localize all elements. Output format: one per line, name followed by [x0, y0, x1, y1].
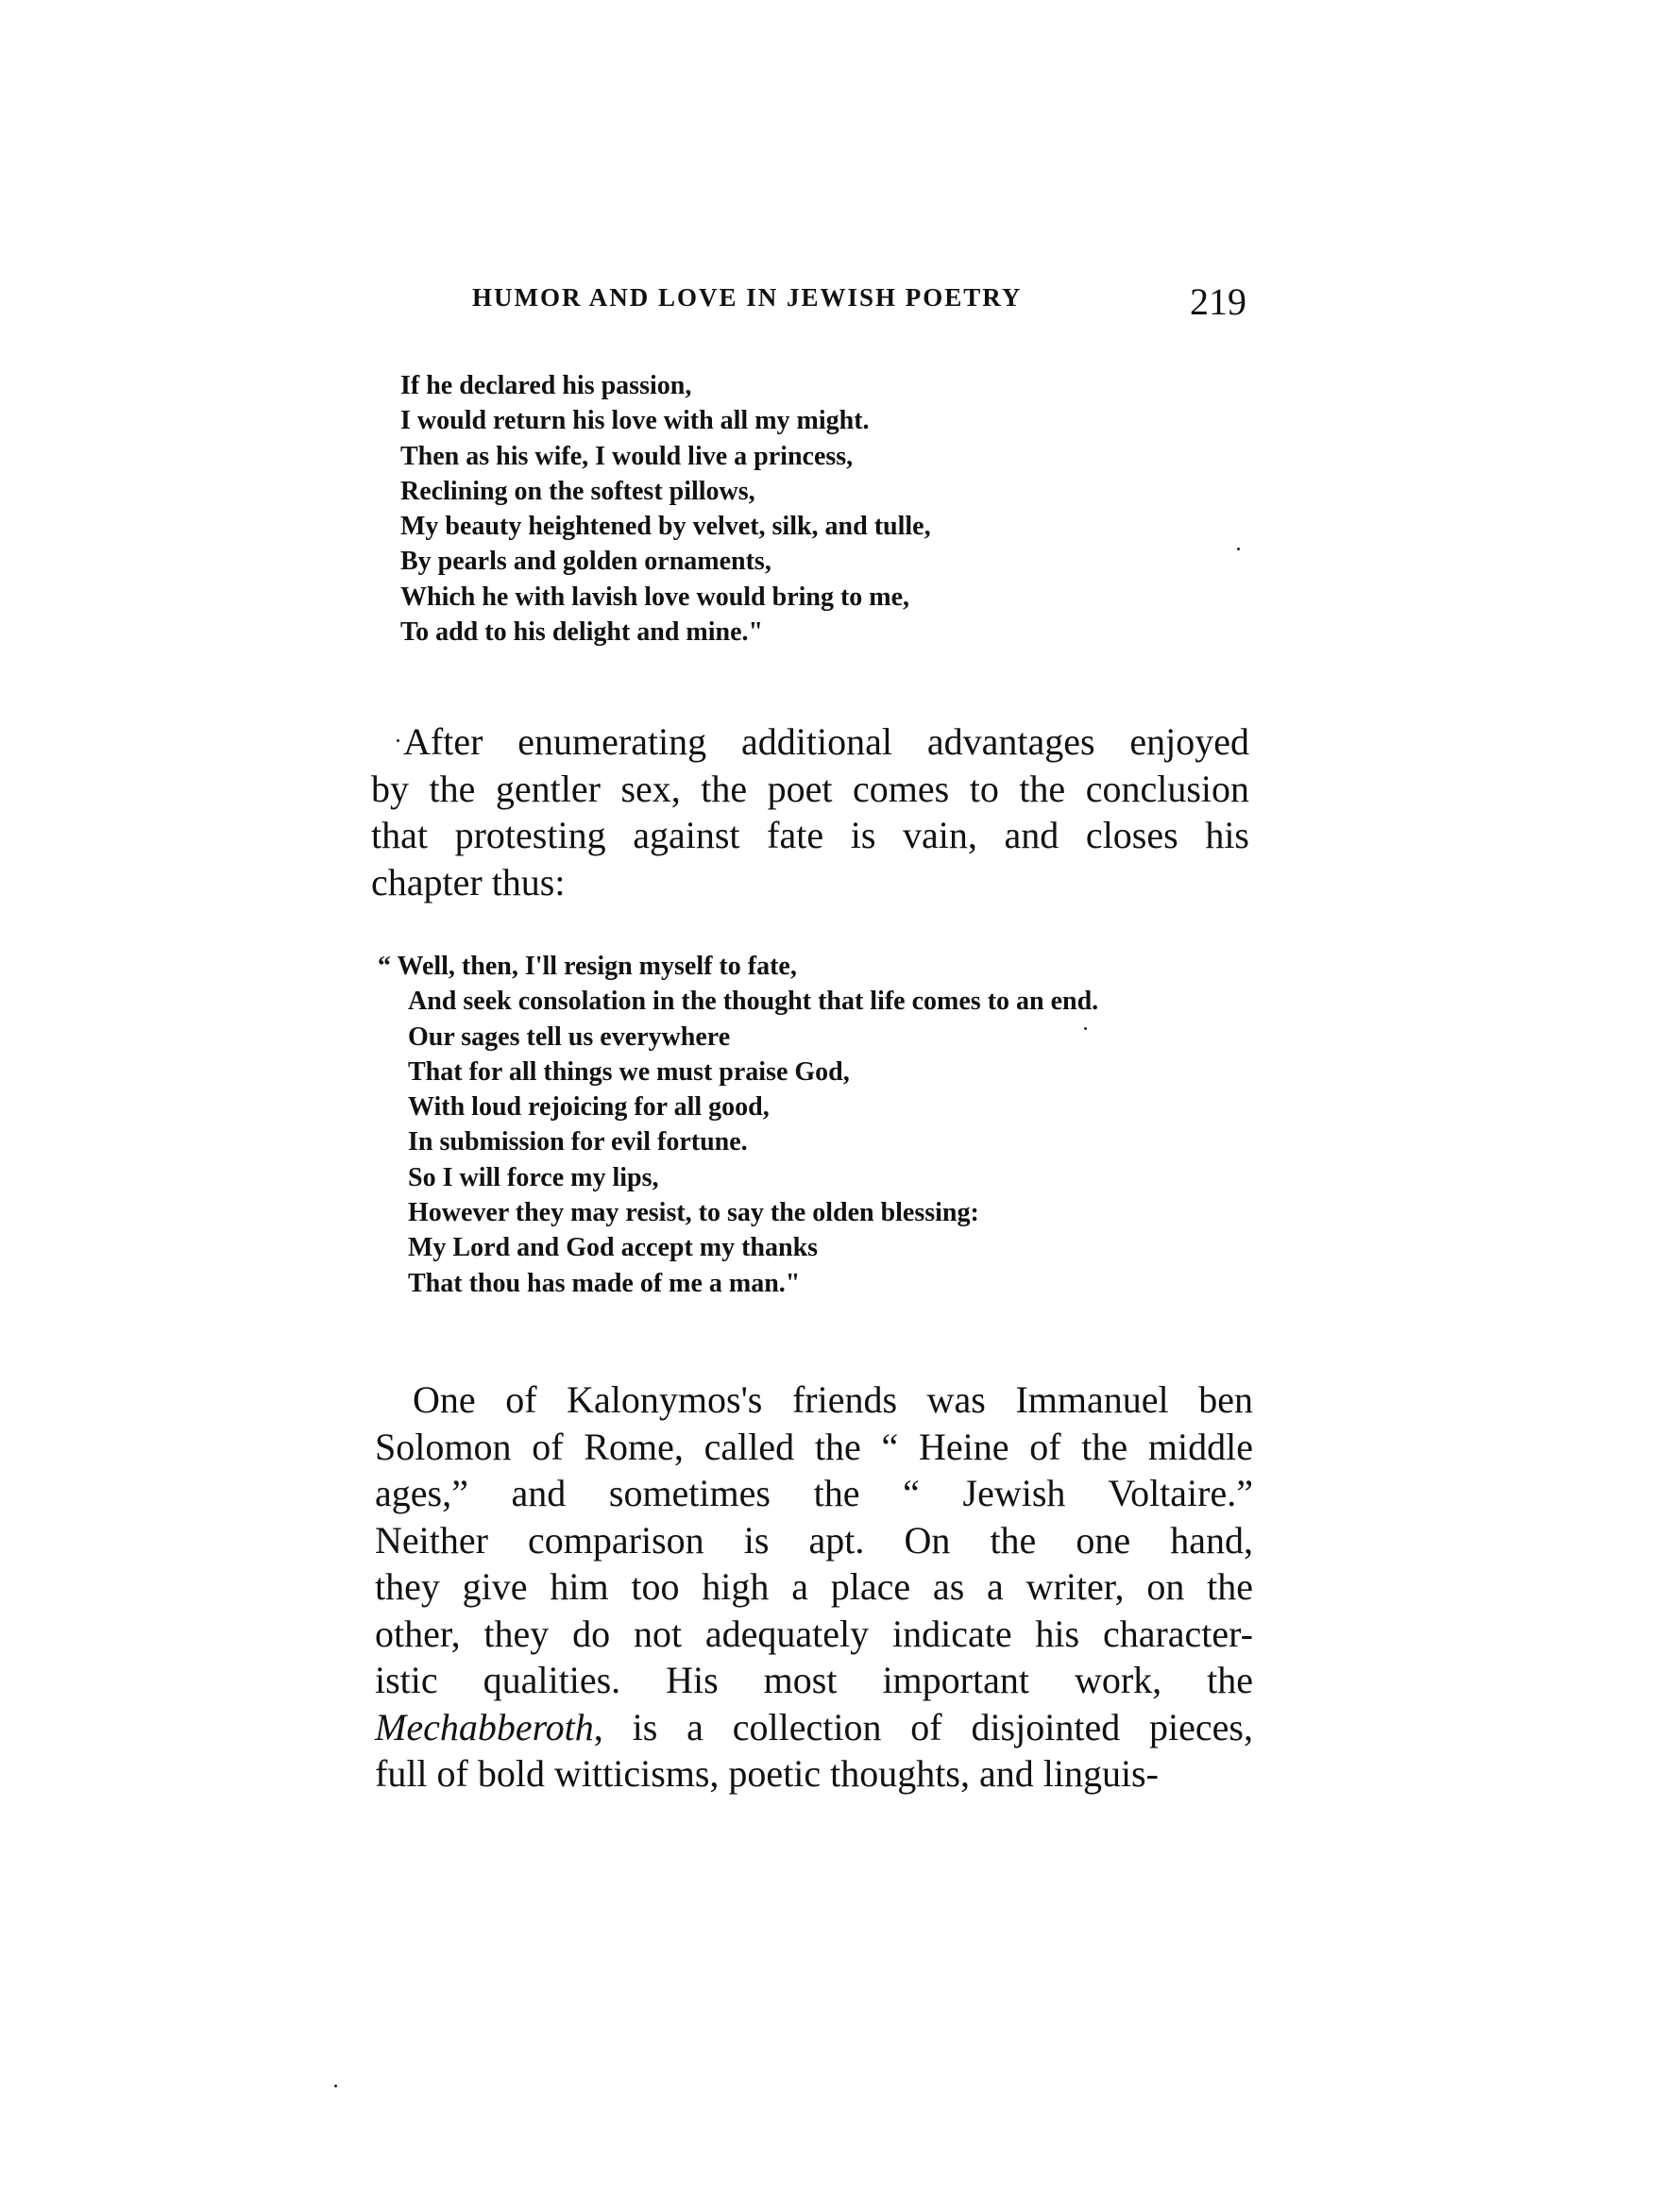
print-speck: [397, 739, 399, 742]
print-speck: [1084, 1027, 1087, 1030]
paragraph-line: Neither comparison is apt. On the one hand,: [375, 1518, 1253, 1562]
verse-line: I would return his love with all my might.: [400, 406, 870, 436]
verse-line: By pearls and golden ornaments,: [400, 547, 771, 577]
paragraph-line: chapter thus:: [371, 860, 566, 903]
running-title: HUMOR AND LOVE IN JEWISH POETRY: [472, 283, 1023, 312]
verse-line: In submission for evil fortune.: [408, 1127, 748, 1157]
paragraph-line: One of Kalonymos's friends was Immanuel ben: [413, 1378, 1253, 1421]
verse-line: If he declared his passion,: [400, 371, 692, 400]
verse-line: With loud rejoicing for all good,: [408, 1092, 770, 1123]
paragraph-line: ages,” and sometimes the “ Jewish Voltaire.”: [375, 1472, 1253, 1514]
verse-line: Which he with lavish love would bring to me,: [400, 582, 910, 612]
paragraph-line: After enumerating additional advantages enjoyed: [403, 720, 1249, 763]
verse-line: Reclining on the softest pillows,: [400, 476, 755, 506]
page-number: 219: [1190, 280, 1246, 323]
italic-book-title: Mechabberoth: [375, 1705, 594, 1748]
verse-line: My Lord and God accept my thanks: [408, 1233, 819, 1263]
paragraph-line: Solomon of Rome, called the “ Heine of the middle: [375, 1425, 1253, 1468]
verse-line: So I will force my lips,: [408, 1162, 659, 1192]
verse-line: That for all things we must praise God,: [408, 1056, 850, 1087]
print-speck: [334, 2085, 337, 2087]
verse-line: However they may resist, to say the olden blessing:: [408, 1198, 979, 1228]
verse-line: To add to his delight and mine.": [400, 617, 764, 648]
paragraph-line-with-title: [375, 1704, 1253, 1751]
verse-line: And seek consolation in the thought that life comes to an end.: [408, 987, 1099, 1017]
paragraph-line: they give him too high a place as a writer, on the: [375, 1565, 1253, 1608]
verse-line: That thou has made of me a man.": [408, 1268, 801, 1298]
paragraph-line-rest: , is a collection of disjointed pieces,: [593, 1705, 1253, 1748]
verse-line: Then as his wife, I would live a princess,: [400, 441, 854, 471]
paragraph-1: [371, 718, 1249, 905]
verse-block-1: [400, 368, 931, 650]
verse-line: Our sages tell us everywhere: [408, 1022, 731, 1052]
paragraph-line: full of bold witticisms, poetic thoughts, and linguis-: [375, 1752, 1159, 1795]
running-head: [472, 279, 1256, 327]
verse-block-2: [378, 949, 1098, 1301]
paragraph-2: [375, 1376, 1253, 1798]
paragraph-line: by the gentler sex, the poet comes to the conclusion: [371, 767, 1249, 810]
verse-line: “ Well, then, I'll resign myself to fate,: [378, 952, 797, 981]
paragraph-line: other, they do not adequately indicate his character-: [375, 1612, 1253, 1655]
paragraph-line: istic qualities. His most important work, the: [375, 1659, 1253, 1701]
paragraph-line: that protesting against fate is vain, and closes his: [371, 814, 1249, 856]
verse-line: My beauty heightened by velvet, silk, and tulle,: [400, 512, 931, 542]
print-speck: [1237, 548, 1240, 550]
